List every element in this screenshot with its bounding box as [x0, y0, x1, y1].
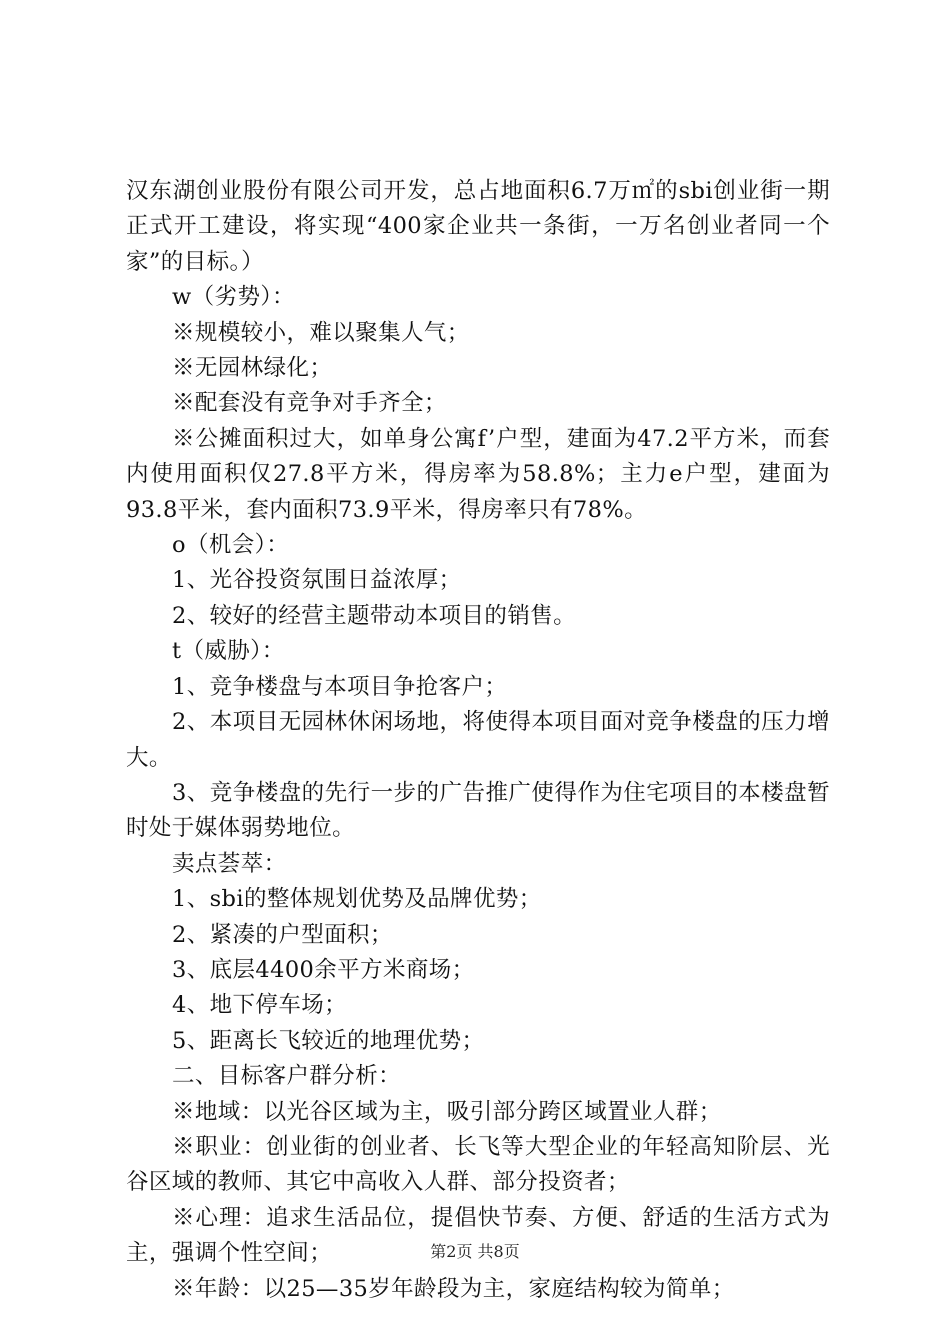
paragraph: 3、底层4400余平方米商场； [172, 956, 475, 983]
paragraph: 1、光谷投资氛围日益浓厚； [172, 567, 462, 594]
paragraph: 5、距离长飞较近的地理优势； [172, 1027, 485, 1054]
paragraph: ※公摊面积过大，如单身公寓f’户型，建面为47.2平方米，而套内使用面积仅27.8平方米，得房率为58.8%；主力e户型，建面为93.8平米，套内面积73.9平米，得房率只有78%。 [126, 425, 830, 523]
paragraph: 2、本项目无园林休闲场地，将使得本项目面对竞争楼盘的压力增大。 [126, 709, 830, 771]
paragraph: ※职业：创业街的创业者、长飞等大型企业的年轻高知阶层、光谷区域的教师、其它中高收入人群、部分投资者； [126, 1133, 830, 1196]
paragraph: 2、紧凑的户型面积； [172, 921, 393, 948]
page-number-label: 第2页 共8页 [430, 1242, 520, 1261]
paragraph: ※规模较小，难以聚集人气； [172, 319, 470, 346]
paragraph: 2、较好的经营主题带动本项目的销售。 [172, 602, 577, 629]
paragraph: 汉东湖创业股份有限公司开发，总占地面积6.7万㎡的sbi创业街一期正式开工建设，将实现“400家企业共一条街，一万名创业者同一个家”的目标。） [126, 178, 830, 275]
paragraph: o（机会）： [172, 532, 290, 559]
paragraph: 1、sbi的整体规划优势及品牌优势； [172, 886, 542, 913]
paragraph: t（威胁）： [172, 638, 285, 665]
page-footer [0, 1242, 950, 1262]
paragraph: ※年龄：以25—35岁年龄段为主，家庭结构较为简单； [172, 1275, 735, 1302]
document-body [126, 174, 830, 1307]
paragraph: w（劣势）： [172, 284, 295, 311]
paragraph: ※配套没有竞争对手齐全； [172, 390, 447, 417]
paragraph: 卖点荟萃： [172, 850, 287, 877]
paragraph: ※地域：以光谷区域为主，吸引部分跨区域置业人群； [172, 1098, 722, 1125]
paragraph: 1、竞争楼盘与本项目争抢客户； [172, 673, 508, 700]
paragraph: 3、竞争楼盘的先行一步的广告推广使得作为住宅项目的本楼盘暂时处于媒体弱势地位。 [126, 779, 830, 842]
paragraph: 4、地下停车场； [172, 992, 348, 1019]
paragraph: 二、目标客户群分析： [172, 1063, 402, 1090]
paragraph: ※无园林绿化； [172, 355, 333, 382]
paragraph: ※心理：追求生活品位，提倡快节奏、方便、舒适的生活方式为主，强调个性空间； [126, 1204, 830, 1267]
